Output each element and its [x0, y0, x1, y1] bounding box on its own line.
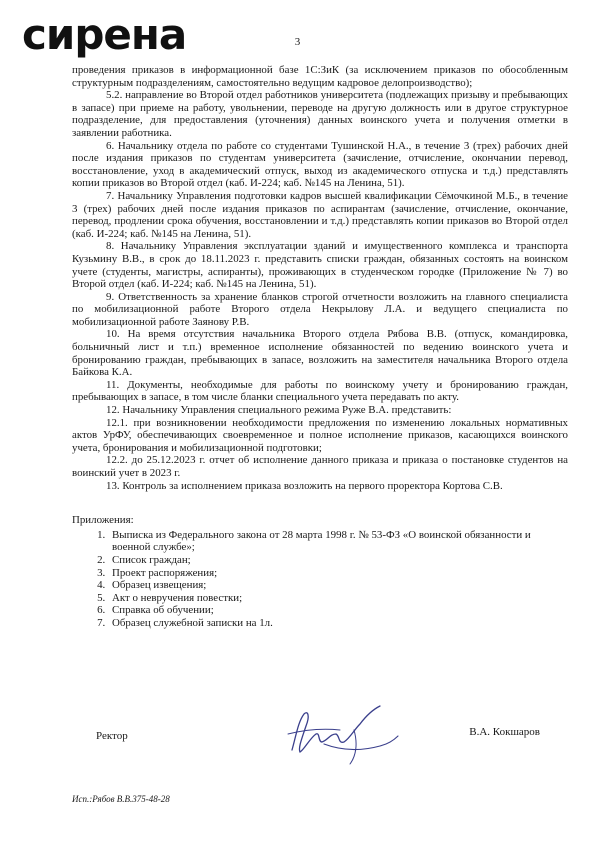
attachment-item: 5. Акт о невручения повестки; — [108, 592, 568, 605]
sirena-logo: сирена — [22, 10, 187, 59]
page-number: 3 — [294, 36, 301, 48]
attachments-list — [72, 529, 568, 630]
attachment-item: 1. Выписка из Федерального закона от 28 марта 1998 г. № 53-ФЗ «О воинской обязанности и военной службе»; — [108, 529, 568, 554]
attachment-item: 4. Образец извещения; — [108, 579, 568, 592]
paragraph-7: 7. Начальнику Управления подготовки кадров высшей квалификации Сёмочкиной М.Б., в течение 3 (трех) рабочих дней после издания приказов по аспирантам (зачисление, отчисление, окончание, перевод, продлении срока обучения, восстановлении и т.д.) представлять копии приказов во Второй отдел (каб. И-224; каб. №145 на Ленина, 51). — [72, 189, 568, 240]
paragraph-8: 8. Начальнику Управления эксплуатации зданий и имущественного комплекса и транспорта Кузьмину В.В., в срок до 18.11.2023 г. представить списки граждан, обязанных состоять на воинском учете (студенты, магистры, аспиранты), проживающих в студенческом городке (Приложение № 7) во Второй отдел (каб. И-224; каб. №145 на Ленина, 51). — [72, 240, 568, 291]
paragraph-13: 13. Контроль за исполнением приказа возложить на первого проректора Кортова С.В. — [106, 479, 503, 492]
paragraph-6: 6. Начальнику отдела по работе со студентами Тушинской Н.А., в течение 3 (трех) рабочих дней после издания приказов по студентам университета (зачисление, отчисление, окончании перевод, восстановление, уход в академический отпуск, выход из академического отпуска и т.д.) представлять копии приказов во Второй отдел (каб. И-224; каб. №145 на Ленина, 51). — [72, 139, 568, 190]
signer-position: Ректор — [96, 730, 128, 742]
paragraph-5-1-continued: проведения приказов в информационной базе 1С:ЗиК (за исключением приказов по обособленным структурным подразделениям, самостоятельно ведущим кадровое делопроизводство); — [72, 64, 568, 89]
document-body — [72, 64, 568, 630]
executor-note: Исп.:Рябов В.В.375-48-28 — [72, 794, 170, 804]
signer-name: В.А. Кокшаров — [469, 726, 540, 738]
attachment-item: 6. Справка об обучении; — [108, 604, 568, 617]
attachment-item: 3. Проект распоряжения; — [108, 567, 568, 580]
paragraph-5-2: 5.2. направление во Второй отдел работников университета (подлежащих призыву и пребывающих в запасе) при приеме на работу, увольнении, переводе на другую должность или в другое структурное подразделение, для предоставления (уточнения) данных воинского учета и получения отметки в заявлении работника. — [72, 89, 568, 139]
paragraph-11: 11. Документы, необходимые для работы по воинскому учету и бронированию граждан, пребывающих в запасе, в том числе бланки специального учета передавать по акту. — [72, 378, 568, 404]
handwritten-signature — [284, 700, 404, 768]
paragraph-12-2: 12.2. до 25.12.2023 г. отчет об исполнение данного приказа и приказа о постановке студентов на воинский учет в 2023 г. — [72, 454, 568, 479]
paragraph-12-1: 12.1. при возникновении необходимости предложения по изменению локальных нормативных актов УрФУ, обеспечивающих своевременное и полное исполнение приказов, касающихся воинского учета, бронирования и мобилизационной подготовки; — [72, 416, 568, 454]
attachments-title: Приложения: — [72, 514, 134, 527]
paragraph-12: 12. Начальнику Управления специального режима Руже В.А. представить: — [106, 404, 452, 417]
paragraph-9: 9. Ответственность за хранение бланков строгой отчетности возложить на главного специалиста по мобилизационной работе Второго отдела Некрылову Л.А. и ведущего специалиста по мобилизационной работе Заянову Р.В. — [72, 290, 568, 328]
paragraph-10: 10. На время отсутствия начальника Второго отдела Рябова В.В. (отпуск, командировка, больничный лист и т.п.) временное исполнение обязанностей по ведению воинского учета и бронированию граждан, пребывающих в запасе, возложить на заместителя начальника Второго отдела Байкова К.А. — [72, 328, 568, 379]
attachment-item: 7. Образец служебной записки на 1л. — [108, 617, 568, 630]
attachment-item: 2. Список граждан; — [108, 554, 568, 567]
